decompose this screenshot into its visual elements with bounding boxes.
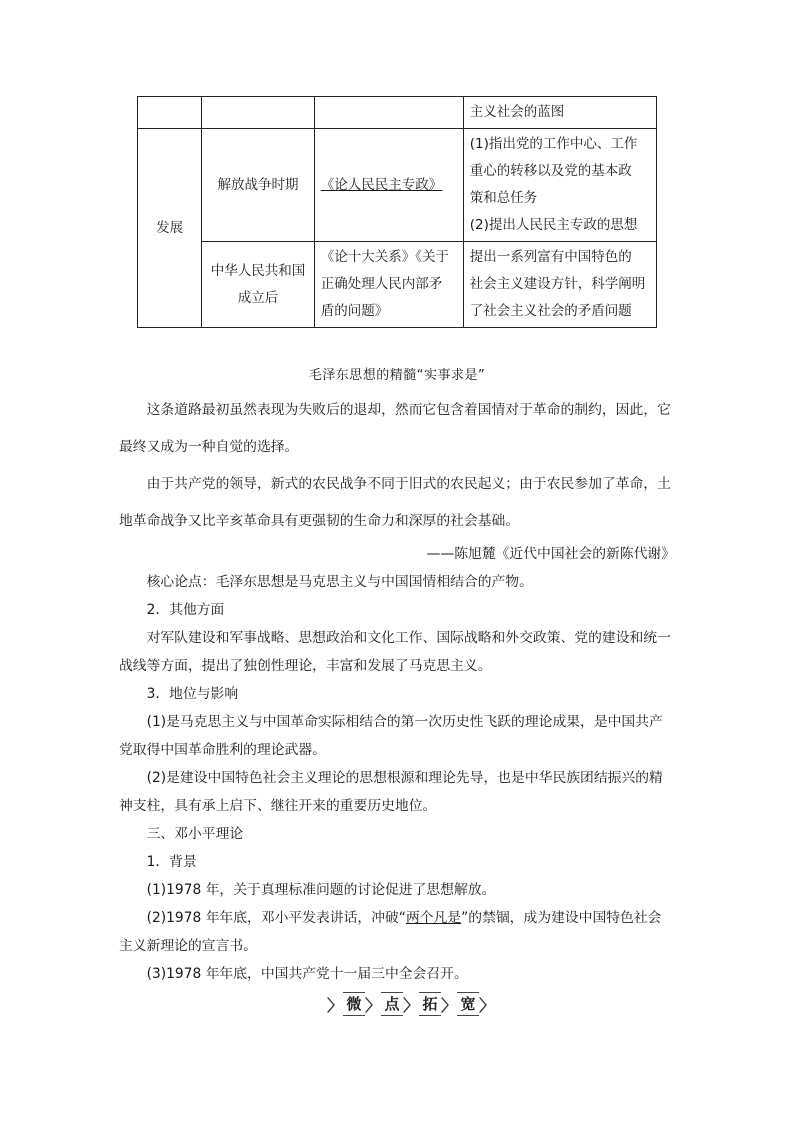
body-text bbox=[119, 392, 675, 988]
content-line: (1)指出党的工作中心、工作 bbox=[469, 136, 638, 152]
work-line: 盾的问题》 bbox=[320, 303, 389, 319]
quote-source: ——陈旭麓《近代中国社会的新陈代谢》 bbox=[426, 546, 675, 562]
quote-caption: 毛泽东思想的精髓“实事求是” bbox=[308, 368, 486, 383]
paragraph: (1)是马克思主义与中国革命实际相结合的第一次历史性飞跃的理论成果，是中国共产党取得中国革命胜利的理论武器。 bbox=[119, 714, 663, 758]
work-cell bbox=[314, 242, 463, 328]
work-line: 正确处理人民内部矛 bbox=[320, 276, 443, 292]
section-heading: 3．地位与影响 bbox=[146, 686, 239, 702]
history-table bbox=[137, 96, 657, 328]
paragraph: (1)1978 年，关于真理标准问题的讨论促进了思想解放。 bbox=[146, 882, 496, 898]
content-line: 了社会主义社会的矛盾问题 bbox=[469, 303, 632, 319]
chevron-right-icon: 〉 bbox=[479, 995, 496, 1015]
table-cell: 主义社会的蓝图 bbox=[463, 97, 656, 129]
text-run: (2)1978 年年底，邓小平发表讲话，冲破“ bbox=[146, 910, 406, 926]
table-cell bbox=[138, 97, 202, 129]
period-line: 中华人民共和国 bbox=[210, 262, 306, 279]
chapter-heading: 三、邓小平理论 bbox=[146, 826, 244, 842]
badge-char: 拓 bbox=[419, 992, 441, 1016]
badge-char: 宽 bbox=[457, 992, 479, 1016]
table-row bbox=[138, 242, 657, 328]
quote-paragraph: 由于共产党的领导，新式的农民战争不同于旧式的农民起义；由于农民参加了革命，土地革命战争又比辛亥革命具有更强韧的生命力和深厚的社会基础。 bbox=[119, 476, 671, 529]
chevron-right-icon: 〉 bbox=[441, 995, 458, 1015]
micro-point-badge bbox=[326, 990, 496, 1018]
content-line: 社会主义建设方针，科学阐明 bbox=[469, 276, 646, 292]
badge-char: 微 bbox=[343, 992, 365, 1016]
period-cell bbox=[202, 242, 314, 328]
content-line: 重心的转移以及党的基本政 bbox=[469, 163, 632, 179]
core-point: 核心论点：毛泽东思想是马克思主义与中国国情相结合的产物。 bbox=[146, 574, 533, 590]
text-run: ”的禁锢，成为建设中国特色社会主义新理论的宣言书。 bbox=[119, 910, 662, 954]
section-heading: 1．背景 bbox=[146, 854, 197, 870]
paragraph bbox=[119, 904, 675, 960]
content-cell bbox=[463, 129, 656, 242]
table-cell bbox=[314, 97, 463, 129]
content-line: (2)提出人民民主专政的思想 bbox=[469, 217, 638, 233]
period-cell: 解放战争时期 bbox=[202, 129, 314, 242]
work-line: 《论十大关系》《关于 bbox=[320, 249, 449, 265]
table-row bbox=[138, 97, 657, 129]
content-line: 提出一系列富有中国特色的 bbox=[469, 249, 632, 265]
badge-tag bbox=[327, 992, 495, 1016]
chevron-right-icon: 〉 bbox=[364, 995, 381, 1015]
table-cell bbox=[202, 97, 314, 129]
table-row bbox=[138, 129, 657, 242]
content-line: 策和总任务 bbox=[469, 190, 538, 206]
paragraph: (3)1978 年年底，中国共产党十一届三中全会召开。 bbox=[146, 966, 468, 982]
stage-cell: 发展 bbox=[138, 129, 202, 328]
paragraph: 对军队建设和军事战略、思想政治和文化工作、国际战略和外交政策、党的建设和统一战线等方面，提出了独创性理论，丰富和发展了马克思主义。 bbox=[119, 630, 671, 674]
content-cell bbox=[463, 242, 656, 328]
underlined-term: 两个凡是 bbox=[405, 910, 462, 926]
section-heading: 2．其他方面 bbox=[146, 602, 225, 618]
quote-paragraph: 这条道路最初虽然表现为失败后的退却，然而它包含着国情对于革命的制约，因此，它最终又成为一种自觉的选择。 bbox=[119, 402, 671, 455]
work-title: 《论人民民主专政》 bbox=[320, 176, 443, 193]
chevron-right-icon: 〉 bbox=[403, 995, 420, 1015]
paragraph: (2)是建设中国特色社会主义理论的思想根源和理论先导，也是中华民族团结振兴的精神支柱，具有承上启下、继往开来的重要历史地位。 bbox=[119, 770, 663, 814]
chevron-right-icon: 〉 bbox=[326, 995, 343, 1015]
work-cell bbox=[314, 129, 463, 242]
period-line: 成立后 bbox=[237, 289, 279, 306]
badge-char: 点 bbox=[381, 992, 403, 1016]
